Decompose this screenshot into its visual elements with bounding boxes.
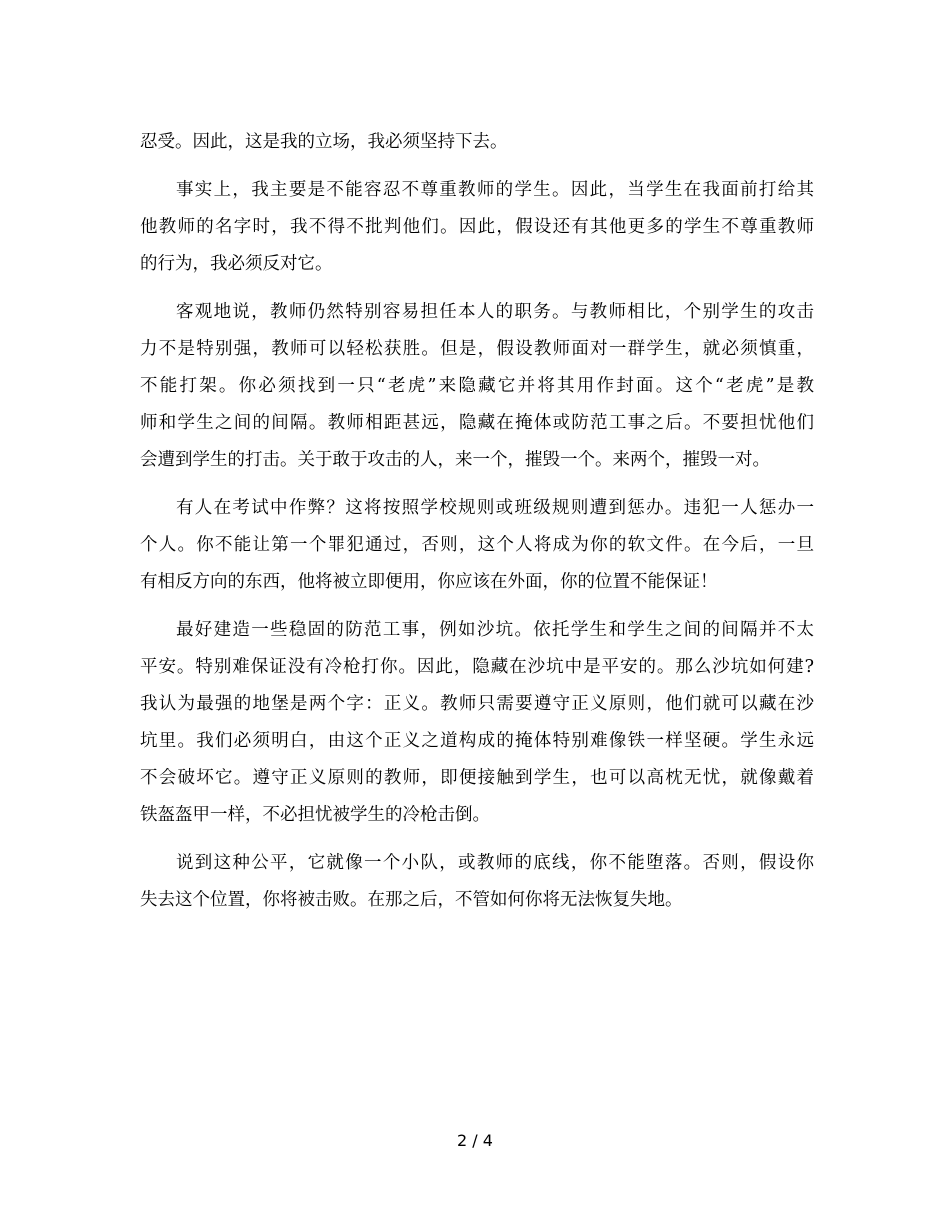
text-line: 平安。特别难保证没有冷枪打你。因此，隐藏在沙坑中是平安的。那么沙坑如何建? xyxy=(140,657,814,677)
text-line: 力不是特别强，教师可以轻松获胜。但是，假设教师面对一群学生，就必须慎重， xyxy=(140,339,814,359)
body-text xyxy=(140,124,814,919)
text-line: 的行为，我必须反对它。 xyxy=(140,254,333,274)
text-line: 他教师的名字时，我不得不批判他们。因此，假设还有其他更多的学生不尊重教师 xyxy=(140,217,814,237)
text-line: 事实上，我主要是不能容忍不尊重教师的学生。因此，当学生在我面前打给其 xyxy=(176,180,814,200)
text-line: 最好建造一些稳固的防范工事，例如沙坑。依托学生和学生之间的间隔并不太 xyxy=(176,620,814,640)
text-line: 坑里。我们必须明白，由这个正义之道构成的掩体特别难像铁一样坚硬。学生永远 xyxy=(140,731,814,751)
text-line: 客观地说，教师仍然特别容易担任本人的职务。与教师相比，个别学生的攻击 xyxy=(176,302,814,322)
paragraph xyxy=(140,845,814,919)
paragraph xyxy=(140,612,814,834)
text-line: 有相反方向的东西，他将被立即便用，你应该在外面，你的位置不能保证！ xyxy=(140,572,718,592)
text-line: 有人在考试中作弊？这将按照学校规则或班级规则遭到惩办。违犯一人惩办一 xyxy=(176,498,814,518)
paragraph xyxy=(140,124,814,161)
text-line: 我认为最强的地堡是两个字：正义。教师只需要遵守正义原则，他们就可以藏在沙 xyxy=(140,694,814,714)
text-line: 说到这种公平，它就像一个小队，或教师的底线，你不能堕落。否则，假设你 xyxy=(176,853,814,873)
text-line: 失去这个位置，你将被击败。在那之后，不管如何你将无法恢复失地。 xyxy=(140,890,683,910)
text-line: 不能打架。你必须找到一只“老虎”来隐藏它并将其用作封面。这个“老虎”是教 xyxy=(140,376,814,396)
text-line: 个人。你不能让第一个罪犯通过，否则，这个人将成为你的软文件。在今后，一旦 xyxy=(140,535,814,555)
text-line: 会遭到学生的打击。关于敢于攻击的人，来一个，摧毁一个。来两个，摧毁一对。 xyxy=(140,450,770,470)
text-line: 铁盔盔甲一样，不必担忧被学生的冷枪击倒。 xyxy=(140,805,490,825)
paragraph xyxy=(140,172,814,283)
text-line: 不会破坏它。遵守正义原则的教师，即便接触到学生，也可以高枕无忧，就像戴着 xyxy=(140,768,814,788)
text-line: 忍受。因此，这是我的立场，我必须坚持下去。 xyxy=(140,132,508,152)
page-number: 2 / 4 xyxy=(457,1131,493,1150)
paragraph xyxy=(140,490,814,601)
text-line: 师和学生之间的间隔。教师相距甚远，隐藏在掩体或防范工事之后。不要担忧他们 xyxy=(140,413,814,433)
paragraph xyxy=(140,294,814,479)
